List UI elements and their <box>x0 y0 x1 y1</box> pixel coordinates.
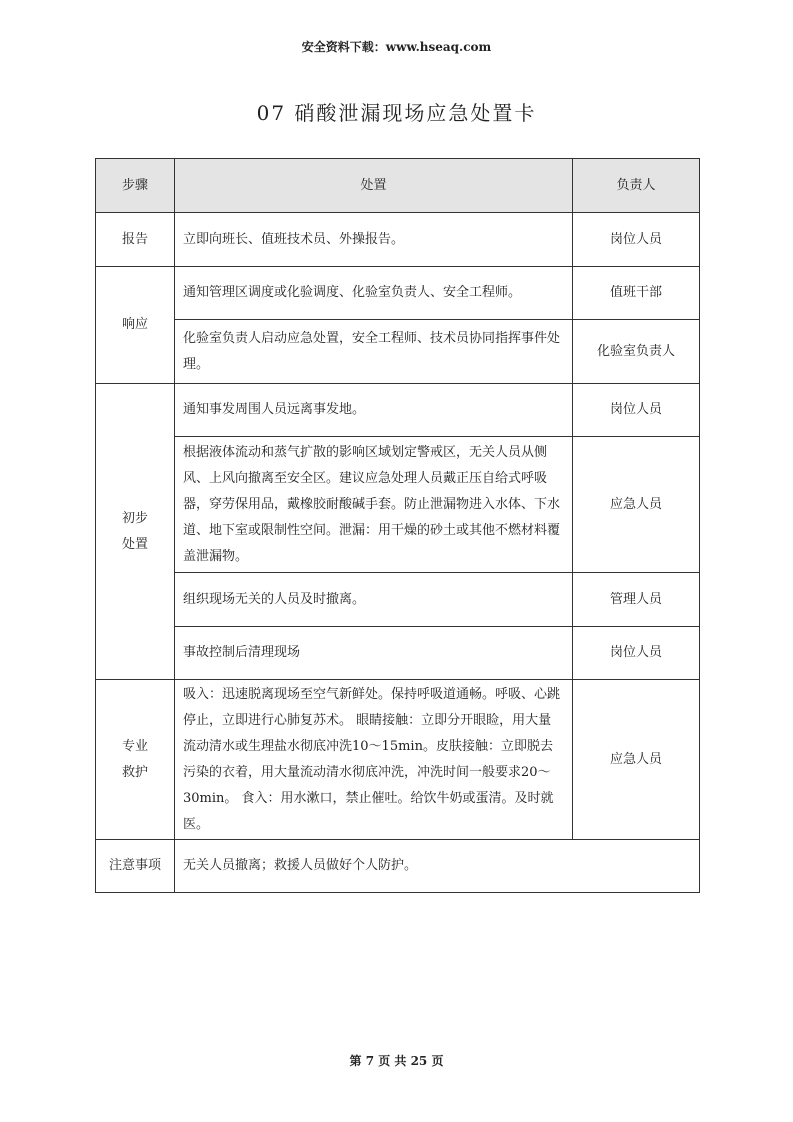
table-row <box>96 627 700 680</box>
table-header-row <box>96 159 700 213</box>
action-cell: 立即向班长、值班技术员、外操报告。 <box>175 213 573 267</box>
owner-cell: 管理人员 <box>573 573 700 627</box>
step-cell-rescue <box>96 680 175 840</box>
owner-cell: 值班干部 <box>573 267 700 320</box>
step-label-line2: 处置 <box>121 536 148 552</box>
table-row <box>96 573 700 627</box>
owner-cell: 岗位人员 <box>573 213 700 267</box>
header-step: 步骤 <box>96 159 175 213</box>
owner-cell: 岗位人员 <box>573 627 700 680</box>
step-label-line2: 救护 <box>121 764 148 780</box>
step-cell-initial <box>96 384 175 680</box>
action-cell: 通知事发周围人员远离事发地。 <box>175 384 573 437</box>
step-cell-response: 响应 <box>96 267 175 384</box>
owner-cell: 化验室负责人 <box>573 320 700 384</box>
table-row <box>96 384 700 437</box>
action-cell: 组织现场无关的人员及时撤离。 <box>175 573 573 627</box>
table-row <box>96 213 700 267</box>
header-owner: 负责人 <box>573 159 700 213</box>
page-footer: 第 7 页 共 25 页 <box>349 1054 444 1068</box>
step-cell-notes: 注意事项 <box>96 840 175 893</box>
table-row <box>96 320 700 384</box>
action-cell: 通知管理区调度或化验调度、化验室负责人、安全工程师。 <box>175 267 573 320</box>
action-cell: 根据液体流动和蒸气扩散的影响区域划定警戒区，无关人员从侧风、上风向撤离至安全区。建议应急处理人员戴正压自给式呼吸器，穿劳保用品，戴橡胶耐酸碱手套。防止泄漏物进入水体、下水道、地下室或限制性空间。泄漏：用干燥的砂土或其他不燃材料覆盖泄漏物。 <box>175 437 573 573</box>
page-title: 07 硝酸泄漏现场应急处置卡 <box>256 101 537 125</box>
table-row <box>96 267 700 320</box>
action-cell: 吸入：迅速脱离现场至空气新鲜处。保持呼吸道通畅。呼吸、心跳停止，立即进行心肺复苏术。 眼睛接触：立即分开眼睑，用大量流动清水或生理盐水彻底冲洗10～15min。皮肤接触：立即脱去污染的衣着，用大量流动清水彻底冲洗，冲洗时间一般要求20～30min。 食入：用水漱口，禁止催吐。给饮牛奶或蛋清。及时就医。 <box>175 680 573 840</box>
action-cell: 化验室负责人启动应急处置，安全工程师、技术员协同指挥事件处理。 <box>175 320 573 384</box>
action-cell: 事故控制后清理现场 <box>175 627 573 680</box>
step-label-line1: 专业 <box>121 738 148 754</box>
owner-cell: 岗位人员 <box>573 384 700 437</box>
step-cell-report: 报告 <box>96 213 175 267</box>
table-row <box>96 680 700 840</box>
owner-cell: 应急人员 <box>573 680 700 840</box>
header-action: 处置 <box>175 159 573 213</box>
table-row <box>96 840 700 893</box>
page-header: 安全资料下载：www.hseaq.com <box>301 40 492 54</box>
notes-cell: 无关人员撤离；救援人员做好个人防护。 <box>175 840 700 893</box>
owner-cell: 应急人员 <box>573 437 700 573</box>
emergency-procedure-table <box>95 158 700 893</box>
step-label-line1: 初步 <box>121 510 148 526</box>
table-row <box>96 437 700 573</box>
